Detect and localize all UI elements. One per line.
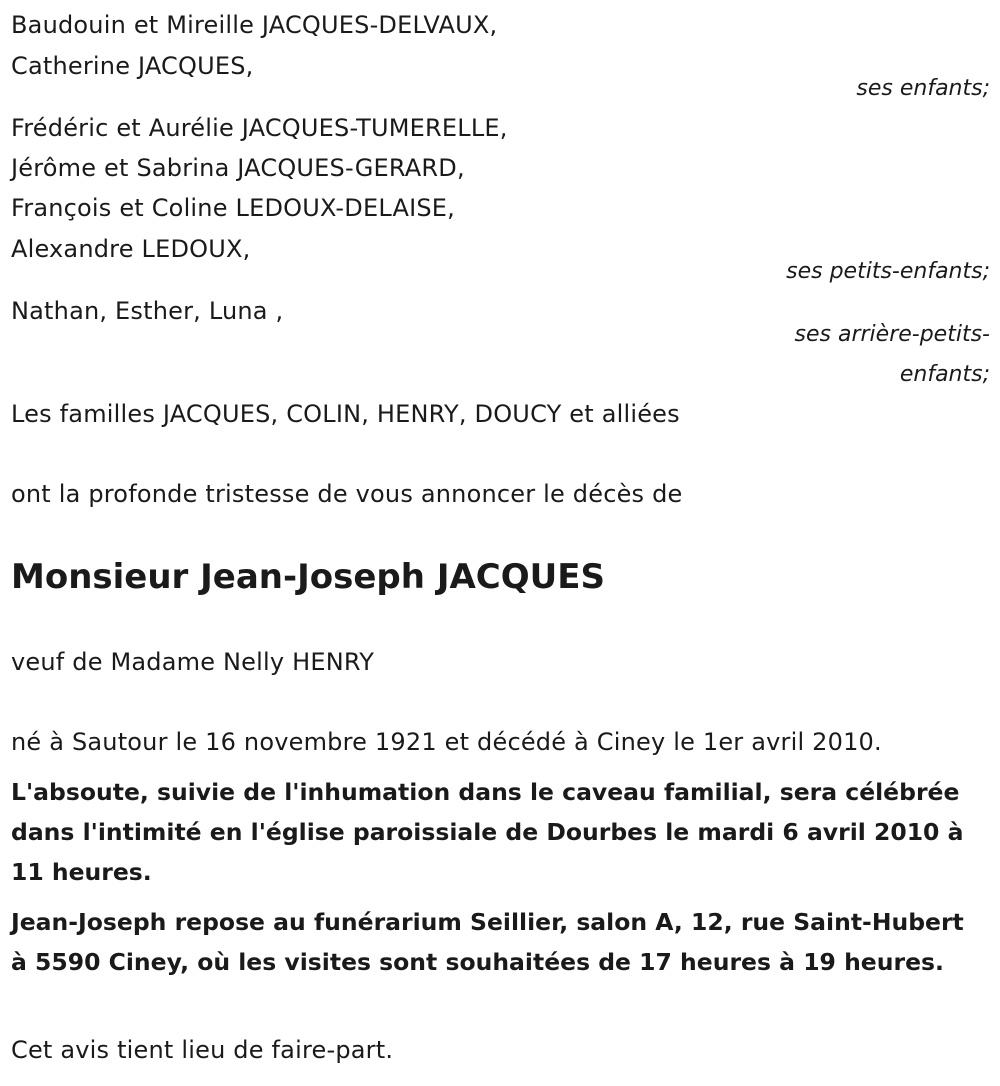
grandchild-name: François et Coline LEDOUX-DELAISE, bbox=[11, 194, 455, 222]
families-line: Les familles JACQUES, COLIN, HENRY, DOUCY et alliées bbox=[11, 400, 680, 428]
deceased-name-heading: Monsieur Jean-Joseph JACQUES bbox=[11, 557, 605, 597]
grandchildren-role: ses petits-enfants; bbox=[786, 259, 990, 284]
great-grandchild-names: Nathan, Esther, Luna , bbox=[11, 297, 284, 325]
grandchild-name: Jérôme et Sabrina JACQUES-GERARD, bbox=[11, 154, 465, 182]
great-grandchildren-role-line1: ses arrière-petits- bbox=[794, 322, 990, 347]
birth-death-line: né à Sautour le 16 novembre 1921 et décédé à Ciney le 1er avril 2010. bbox=[11, 728, 882, 756]
child-name: Catherine JACQUES, bbox=[11, 52, 254, 80]
children-role: ses enfants; bbox=[856, 76, 990, 101]
child-name: Baudouin et Mireille JACQUES-DELVAUX, bbox=[11, 11, 498, 39]
announcement-line: ont la profonde tristesse de vous annoncer le décès de bbox=[11, 480, 683, 508]
grandchild-name: Frédéric et Aurélie JACQUES-TUMERELLE, bbox=[11, 114, 508, 142]
ceremony-paragraph: L'absoute, suivie de l'inhumation dans le caveau familial, sera célébrée dans l'intimité en l'église paroissiale de Dourbes le mardi 6 avril 2010 à 11 heures. bbox=[11, 778, 964, 886]
visitation-paragraph: Jean-Joseph repose au funérarium Seillier, salon A, 12, rue Saint-Hubert à 5590 Ciney, où les visites sont souhaitées de 17 heures à 19 heures. bbox=[11, 908, 964, 976]
closing-line: Cet avis tient lieu de faire-part. bbox=[11, 1036, 394, 1064]
great-grandchildren-role-line2: enfants; bbox=[899, 362, 990, 387]
grandchild-name: Alexandre LEDOUX, bbox=[11, 235, 251, 263]
widower-line: veuf de Madame Nelly HENRY bbox=[11, 648, 375, 676]
